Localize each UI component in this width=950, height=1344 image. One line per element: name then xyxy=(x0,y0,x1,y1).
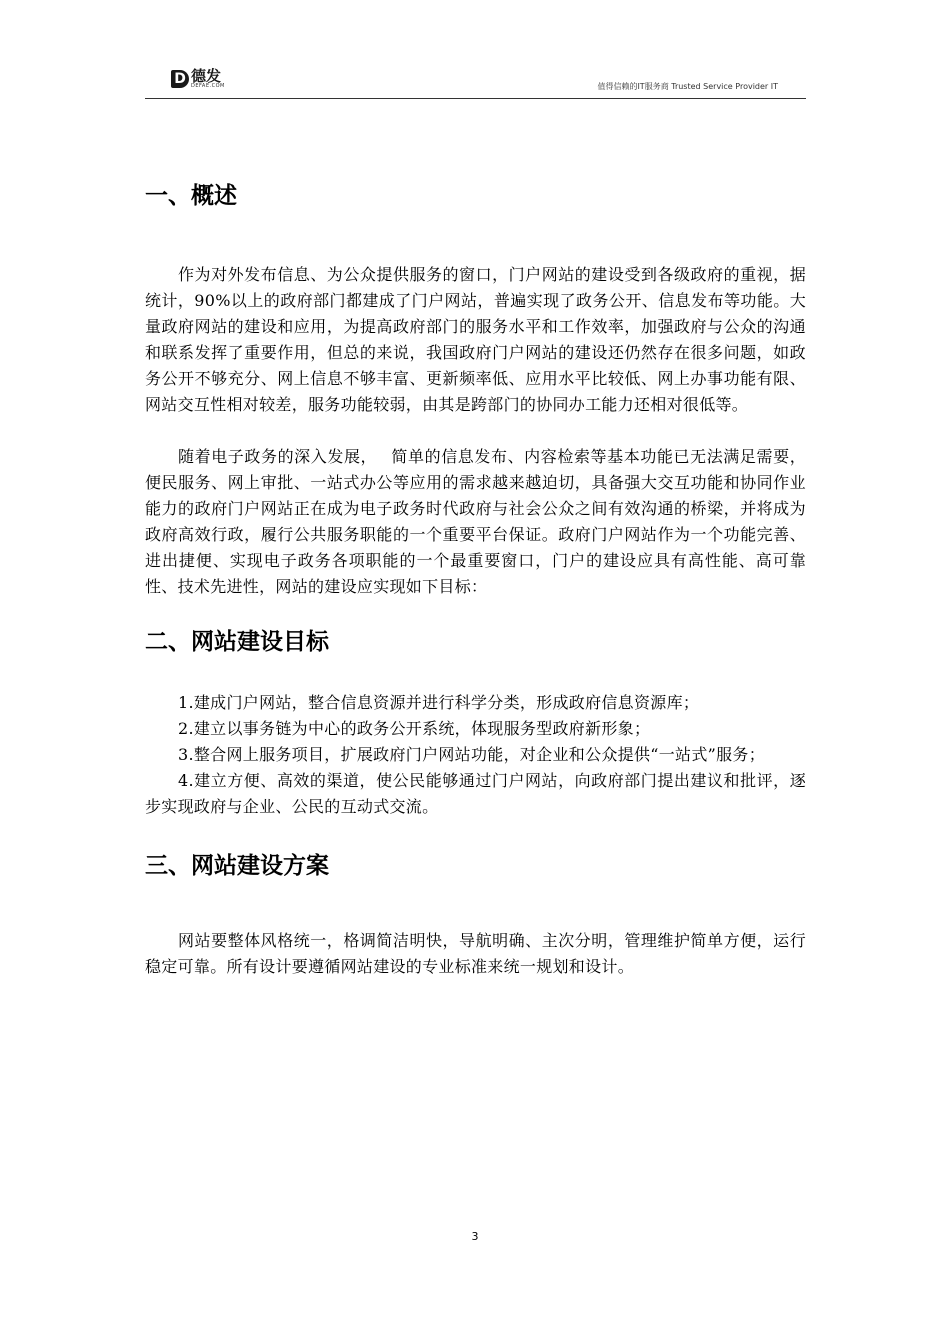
section-3-paragraph-1: 网站要整体风格统一，格调简洁明快，导航明确、主次分明，管理维护简单方便，运行稳定可靠。所有设计要遵循网站建设的专业标准来统一规划和设计。 xyxy=(145,931,806,976)
logo-chinese-name: 德发 xyxy=(191,67,222,85)
section-1-paragraph-1: 作为对外发布信息、为公众提供服务的窗口，门户网站的建设受到各级政府的重视，据统计，90%以上的政府部门都建成了门户网站，普遍实现了政务公开、信息发布等功能。大量政府网站的建设和应用，为提高政府部门的服务水平和工作效率，加强政府与公众的沟通和联系发挥了重要作用，但总的来说，我国政府门户网站的建设还仍然存在很多问题，如政务公开不够充分、网上信息不够丰富、更新频率低、应用水平比较低、网上办事功能有限、网站交互性相对较差，服务功能较弱，由其是跨部门的协同办工能力还相对很低等。 xyxy=(145,265,806,414)
company-logo xyxy=(171,68,225,90)
goal-item-4: 4.建立方便、高效的渠道，使公民能够通过门户网站，向政府部门提出建议和批评，逐步实现政府与企业、公民的互动式交流。 xyxy=(145,771,806,816)
section-1-heading: 一、概述 xyxy=(145,183,237,209)
logo-domain: DEFAE.COM xyxy=(191,83,225,89)
logo-text xyxy=(191,69,225,89)
section-3-heading: 三、网站建设方案 xyxy=(145,853,329,879)
page-header xyxy=(145,66,806,100)
header-slogan: 值得信赖的IT服务商 Trusted Service Provider IT xyxy=(597,82,778,91)
goal-item-1: 1.建成门户网站，整合信息资源并进行科学分类，形成政府信息资源库； xyxy=(178,693,700,712)
document-body xyxy=(145,170,806,980)
section-1-paragraph-2: 随着电子政务的深入发展， 简单的信息发布、内容检索等基本功能已无法满足需要，便民服务、网上审批、一站式办公等应用的需求越来越迫切，具备强大交互功能和协同作业能力的政府门户网站正在成为电子政务时代政府与社会公众之间有效沟通的桥梁，并将成为政府高效行政，履行公共服务职能的一个重要平台保证。政府门户网站作为一个功能完善、进出捷便、实现电子政务各项职能的一个最重要窗口，门户的建设应具有高性能、高可靠性、技术先进性，网站的建设应实现如下目标： xyxy=(145,447,806,596)
goal-item-3: 3.整合网上服务项目，扩展政府门户网站功能，对企业和公众提供“一站式”服务； xyxy=(178,745,766,764)
header-divider xyxy=(145,98,806,99)
page-number: 3 xyxy=(471,1230,479,1243)
goal-item-2: 2.建立以事务链为中心的政务公开系统，体现服务型政府新形象； xyxy=(178,719,651,738)
logo-mark: D xyxy=(171,70,189,88)
section-2-heading: 二、网站建设目标 xyxy=(145,629,329,655)
